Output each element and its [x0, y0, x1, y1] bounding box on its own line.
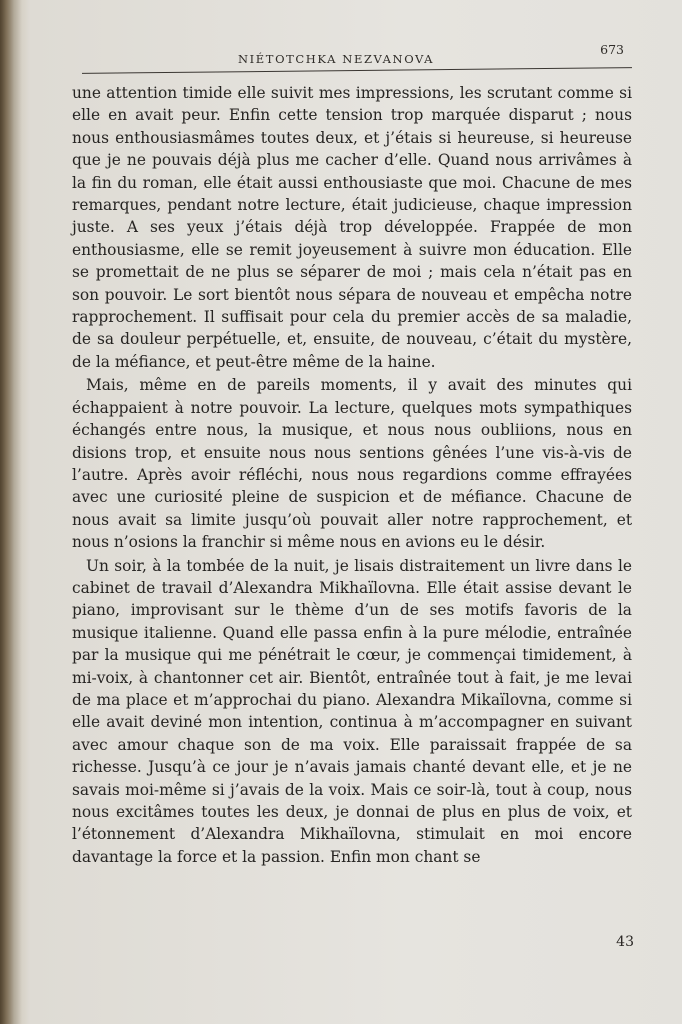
running-title: NIÉTOTCHKA NEZVANOVA — [238, 52, 435, 66]
header-rule — [82, 67, 632, 74]
body-text — [72, 82, 632, 868]
page-number: 673 — [600, 42, 624, 57]
paragraph: Mais, même en de pareils moments, il y avait des minutes qui échappaient à notre pouvoir. La lecture, quelques mots sympathiques échangés entre nous, la musique, et nous nous oubliions, nous en disions trop, et ensuite nous nous sentions gênées l’une vis-à-vis de l’autre. Après avoir réfléchi, nous nous regardions comme effrayées avec une curiosité pleine de suspicion et de méfiance. Chacune de nous avait sa limite jusqu’où pouvait aller notre rapprochement, et nous n’osions la franchir si même nous en avions eu le désir. — [72, 376, 632, 552]
signature-mark: 43 — [616, 934, 634, 950]
paragraph: Un soir, à la tombée de la nuit, je lisais distraitement un livre dans le cabinet de travail d’Alexandra Mikhaïlovna. Elle était assise devant le piano, improvisant sur le thème d’un de ses motifs favoris de la musique italienne. Quand elle passa enfin à la pure mélodie, entraînée par la musique qui me pénétrait le cœur, je commençai timidement, à mi-voix, à chantonner cet air. Bientôt, entraînée tout à fait, je me levai de ma place et m’approchai du piano. Alexandra Mikaïlovna, comme si elle avait deviné mon intention, continua à m’accompagner en suivant avec amour chaque son de ma voix. Elle paraissait frappée de sa richesse. Jusqu’à ce jour je n’avais jamais chanté devant elle, et je ne savais moi-même si j’avais de la voix. Mais ce soir-là, tout à coup, nous nous excitâmes toutes les deux, je donnai de plus en plus de voix, et l’étonnement d’Alexandra Mikhaïlovna, stimulait en moi encore davantage la force et la passion. Enfin mon chant se — [72, 556, 632, 866]
running-head — [38, 30, 658, 70]
paragraph: une attention timide elle suivit mes impressions, les scrutant comme si elle en avait peur. Enfin cette tension trop marquée disparut ; nous nous enthousiasmâmes toutes deux, et j’étais si heureuse, si heureuse que je ne pouvais déjà plus me cacher d’elle. Quand nous arrivâmes à la fin du roman, elle était aussi enthousiaste que moi. Chacune de mes remarques, pendant notre lecture, était judicieuse, chaque impression juste. A ses yeux j’étais déjà trop développée. Frappée de mon enthousiasme, elle se remit joyeusement à suivre mon éducation. Elle se promettait de ne plus se séparer de moi ; mais cela n’était pas en son pouvoir. Le sort bientôt nous sépara de nouveau et empêcha notre rapprochement. Il suffisait pour cela du premier accès de sa maladie, de sa douleur perpétuelle, et, ensuite, de nouveau, c’était du mystère, de la méfiance, et peut-être même de la haine. — [72, 84, 632, 371]
book-gutter-shadow — [0, 0, 22, 1024]
printed-page — [38, 30, 658, 1010]
